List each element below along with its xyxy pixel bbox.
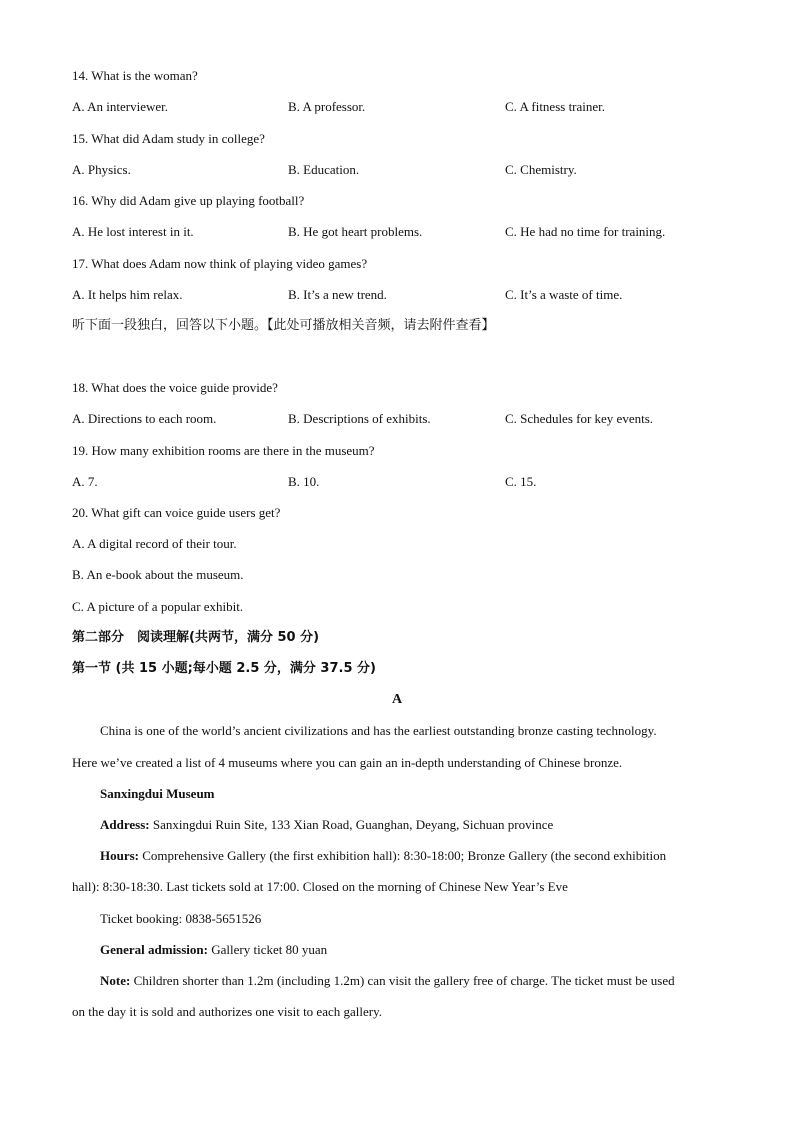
option-18b: B. Descriptions of exhibits. [288,411,431,426]
option-19b: B. 10. [288,474,320,489]
passage-letter: A [391,692,403,707]
option-14c: C. A fitness trainer. [505,99,606,114]
museum-hours-line1 [100,848,666,864]
admission-text: Gallery ticket 80 yuan [207,942,328,957]
museum-hours-line2: hall): 8:30-18:30. Last tickets sold at 17:00. Closed on the morning of Chinese New Year’s Eve [72,879,568,894]
museum-name: Sanxingdui Museum [100,786,215,801]
question-14: 14. What is the woman? [72,68,198,83]
option-20b: B. An e-book about the museum. [72,567,244,582]
option-14b: B. A professor. [288,99,366,114]
note-text: Children shorter than 1.2m (including 1.2m) can visit the gallery free of charge. The ticket must be used [130,973,675,988]
listening-instruction: 听下面一段独白，回答以下小题。【此处可播放相关音频，请去附件查看】 [72,318,495,333]
museum-address [100,817,553,833]
option-20a: A. A digital record of their tour. [72,536,237,551]
note-line1 [100,973,675,989]
option-16c: C. He had no time for training. [505,224,666,239]
question-17: 17. What does Adam now think of playing video games? [72,256,368,271]
option-19c: C. 15. [505,474,537,489]
option-15b: B. Education. [288,162,360,177]
question-18: 18. What does the voice guide provide? [72,380,278,395]
option-18a: A. Directions to each room. [72,411,217,426]
hours-text: Comprehensive Gallery (the first exhibition hall): 8:30-18:00; Bronze Gallery (the second exhibition [139,848,667,863]
section1-heading: 第一节 (共 15 小题;每小题 2.5 分，满分 37.5 分) [72,661,376,676]
question-20: 20. What gift can voice guide users get? [72,505,281,520]
question-16: 16. Why did Adam give up playing football? [72,193,305,208]
option-15a: A. Physics. [72,162,131,177]
hours-label: Hours: [100,848,139,863]
ticket-booking: Ticket booking: 0838-5651526 [100,911,262,926]
address-label: Address: [100,817,150,832]
option-17c: C. It’s a waste of time. [505,287,623,302]
passage-intro-line2: Here we’ve created a list of 4 museums where you can gain an in-depth understanding of Chinese bronze. [72,755,623,770]
option-14a: A. An interviewer. [72,99,169,114]
option-17b: B. It’s a new trend. [288,287,387,302]
note-label: Note: [100,973,131,988]
question-19: 19. How many exhibition rooms are there in the museum? [72,443,375,458]
part2-heading: 第二部分 阅读理解(共两节，满分 50 分) [72,630,320,645]
option-16b: B. He got heart problems. [288,224,423,239]
question-15: 15. What did Adam study in college? [72,131,265,146]
option-20c: C. A picture of a popular exhibit. [72,599,244,614]
general-admission [100,942,327,958]
option-17a: A. It helps him relax. [72,287,183,302]
option-19a: A. 7. [72,474,98,489]
note-line2: on the day it is sold and authorizes one visit to each gallery. [72,1004,382,1019]
option-16a: A. He lost interest in it. [72,224,194,239]
address-text: Sanxingdui Ruin Site, 133 Xian Road, Guanghan, Deyang, Sichuan province [149,817,554,832]
option-15c: C. Chemistry. [505,162,577,177]
passage-intro-line1: China is one of the world’s ancient civilizations and has the earliest outstanding bronze casting technology. [100,723,657,738]
option-18c: C. Schedules for key events. [505,411,654,426]
admission-label: General admission: [100,942,208,957]
